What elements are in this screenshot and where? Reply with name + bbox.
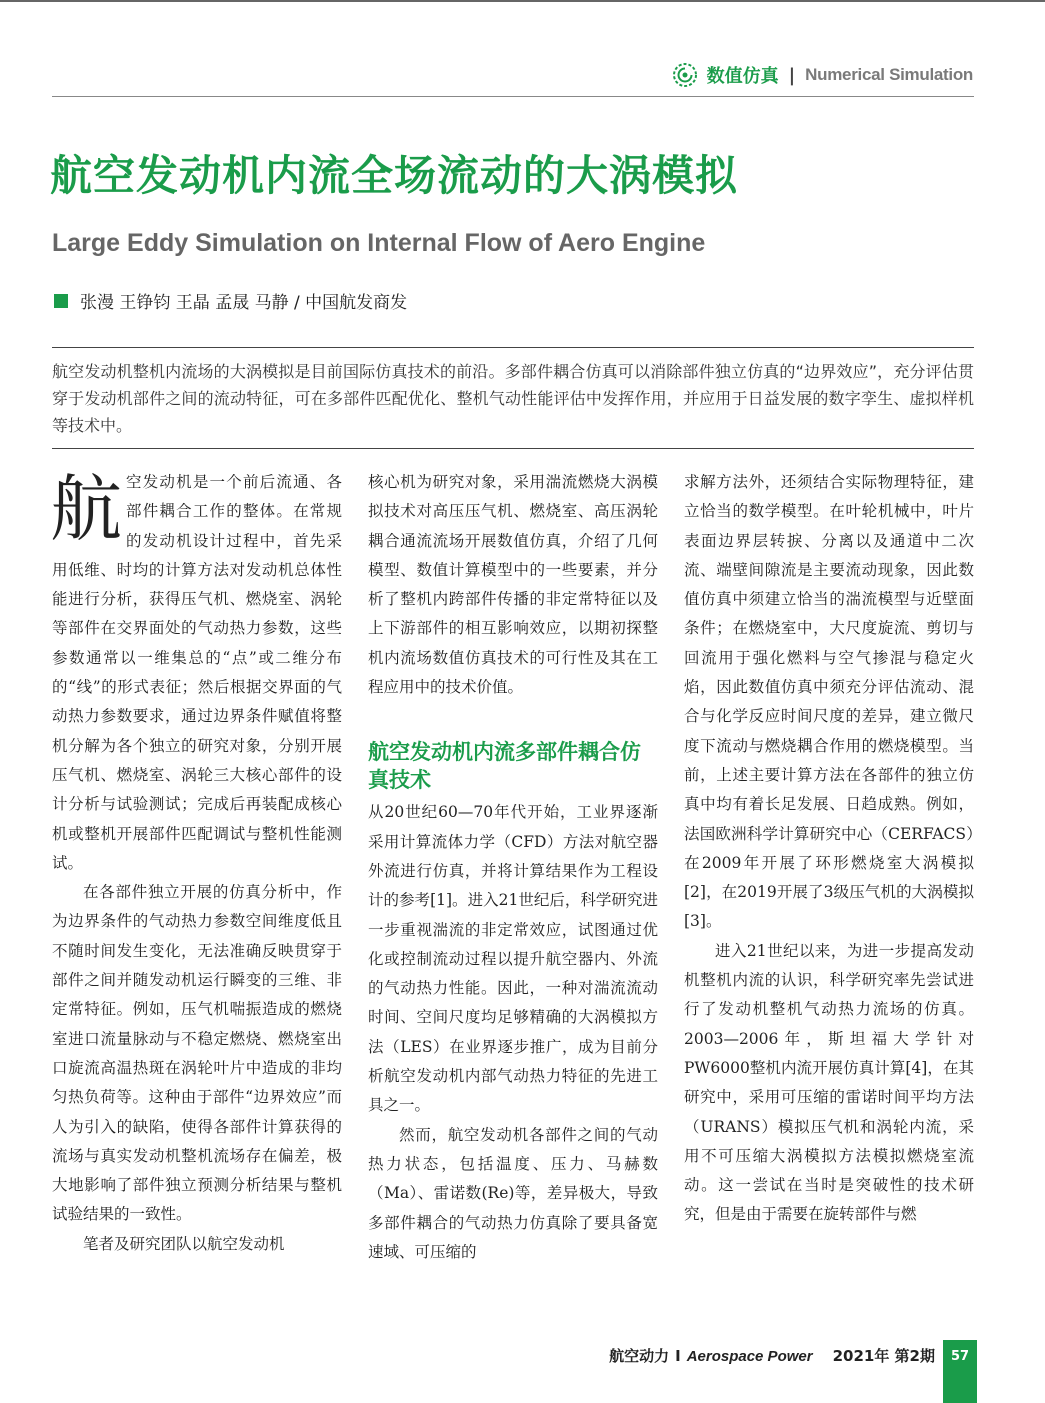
top-rule	[0, 0, 1045, 2]
section-name-cn: 数值仿真	[706, 66, 779, 87]
page-number-box	[943, 1340, 977, 1403]
issue-label: 2021年 第2期	[832, 1347, 935, 1365]
circular-swirl-logo-icon	[673, 63, 697, 87]
drop-cap: 航	[50, 467, 123, 551]
paragraph: 进入21世纪以来，为进一步提高发动机整机内流的认识，科学研究率先尝试进行了发动机整机气动热力流场的仿真。2003—2006年，斯坦福大学针对PW6000整机内流开展仿真计算[4]，在其研究中，采用可压缩的雷诺时间平均方法（URANS）模拟压气机和涡轮内流，采用不可压缩大涡模拟方法模拟燃烧室流动。这一尝试在当时是突破性的技术研究，但是由于需要在旋转部件与燃	[684, 941, 974, 1224]
header-separator: |	[788, 64, 796, 86]
abstract-box	[52, 347, 974, 449]
abstract-text: 航空发动机整机内流场的大涡模拟是目前国际仿真技术的前沿。多部件耦合仿真可以消除部件独立仿真的“边界效应”，充分评估贯穿于发动机部件之间的流动特征，可在多部件匹配优化、整机气动性能评估中发挥作用，并应用于日益发展的数字孪生、虚拟样机等技术中。	[52, 362, 974, 435]
square-bullet-icon	[54, 294, 68, 308]
article-title-en: Large Eddy Simulation on Internal Flow of Aero Engine	[52, 229, 706, 257]
paragraph: 在各部件独立开展的仿真分析中，作为边界条件的气动热力参数空间维度低且不随时间发生变化，无法准确反映贯穿于部件之间并随发动机运行瞬变的三维、非定常特征。例如，压气机喘振造成的燃烧室进口流量脉动与不稳定燃烧、燃烧室出口旋流高温热斑在涡轮叶片中造成的非均匀热负荷等。这种由于部件“边界效应”而人为引入的缺陷，使得各部件计算获得的流场与真实发动机整机流场存在偏差，极大地影响了部件独立预测分析结果与整机试验结果的一致性。	[52, 883, 342, 1224]
page-footer	[609, 1345, 935, 1366]
page-number: 57	[950, 1349, 970, 1364]
text-column-3	[684, 468, 974, 1230]
text-column-2	[368, 468, 658, 1267]
paragraph: 笔者及研究团队以航空发动机	[83, 1234, 285, 1253]
authors-text: 张漫 王铮钧 王晶 孟晟 马静 / 中国航发商发	[80, 293, 408, 313]
paragraph: 从20世纪60—70年代开始，工业界逐渐采用计算流体力学（CFD）方法对航空器外流进行仿真，并将计算结果作为工程设计的参考[1]。进入21世纪后，科学研究进一步重视湍流的非定常效应，试图通过优化或控制流动过程以提升航空器内、外流的气动热力性能。因此，一种对湍流流动时间、空间尺度均足够精确的大涡模拟方法（LES）在业界逐步推广，成为目前分析航空发动机内部气动热力特征的先进工具之一。	[368, 803, 658, 1115]
footer-separator: I	[675, 1347, 681, 1365]
text-column-1	[52, 468, 342, 1259]
paragraph	[52, 468, 342, 878]
section-heading: 航空发动机内流多部件耦合仿真技术	[368, 740, 641, 793]
article-title-cn: 航空发动机内流全场流动的大涡模拟	[50, 151, 739, 200]
paragraph-text: 空发动机是一个前后流通、各部件耦合工作的整体。在常规的发动机设计过程中，首先采用低维、时均的计算方法对发动机总体性能进行分析，获得压气机、燃烧室、涡轮等部件在交界面处的气动热力参数，这些参数通常以一维集总的“点”或二维分布的“线”的形式表征；然后根据交界面的气动热力参数要求，通过边界条件赋值将整机分解为各个独立的研究对象，分别开展压气机、燃烧室、涡轮三大核心部件的设计分析与试验测试；完成后再装配成核心机或整机开展部件匹配调试与整机性能测试。	[52, 473, 342, 872]
section-name-en: Numerical Simulation	[805, 65, 973, 84]
paragraph: 求解方法外，还须结合实际物理特征，建立恰当的数学模型。在叶轮机械中，叶片表面边界层转捩、分离以及通道中二次流、端壁间隙流是主要流动现象，因此数值仿真中须建立恰当的湍流模型与近壁面条件；在燃烧室中，大尺度旋流、剪切与回流用于强化燃料与空气掺混与稳定火焰，因此数值仿真中须充分评估流动、混合与化学反应时间尺度的差异，建立微尺度下流动与燃烧耦合作用的燃烧模型。当前，上述主要计算方法在各部件的独立仿真中均有着长足发展、日趋成熟。例如，法国欧洲科学计算研究中心（CERFACS）在2009年开展了环形燃烧室大涡模拟[2]，在2019开展了3级压气机的大涡模拟[3]。	[684, 473, 974, 931]
paragraph: 然而，航空发动机各部件之间的气动热力状态，包括温度、压力、马赫数（Ma）、雷诺数(Re)等，差异极大，导致多部件耦合的气动热力仿真除了要具备宽速域、可压缩的	[368, 1125, 658, 1261]
section-header	[673, 60, 973, 90]
journal-name-en: Aerospace Power	[686, 1348, 813, 1365]
journal-name-cn: 航空动力	[609, 1347, 670, 1365]
author-line	[54, 288, 407, 313]
paragraph: 核心机为研究对象，采用湍流燃烧大涡模拟技术对高压压气机、燃烧室、高压涡轮耦合通流流场开展数值仿真，介绍了几何模型、数值计算模型中的一些要素，并分析了整机内跨部件传播的非定常特征以及上下游部件的相互影响效应，以期初探整机内流场数值仿真技术的可行性及其在工程应用中的技术价值。	[368, 473, 658, 697]
header-rule	[52, 96, 974, 97]
